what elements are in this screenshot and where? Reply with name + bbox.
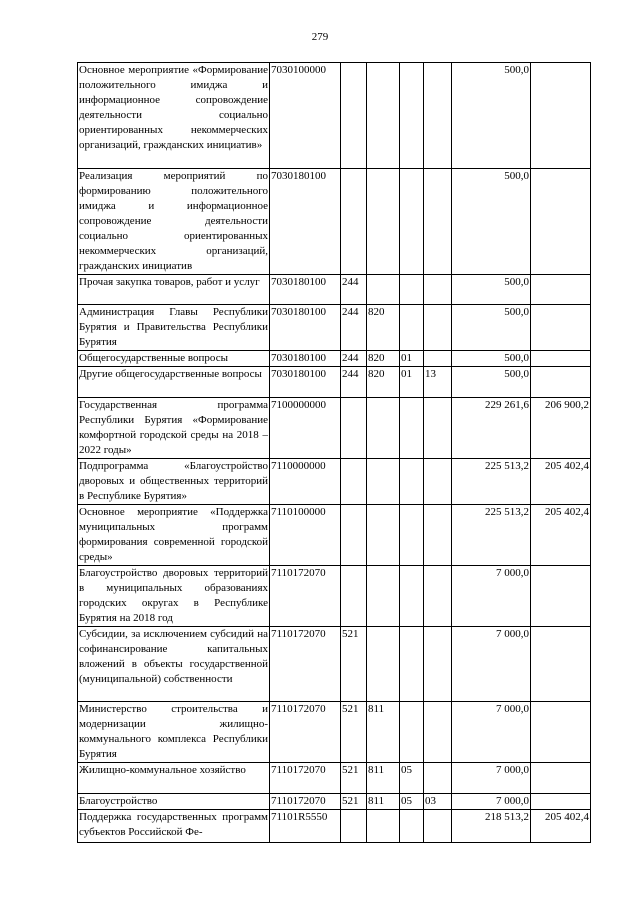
cell-amount-2019: 205 402,4 [531,505,591,566]
cell-name: Основное мероприятие «Поддержка муниципальных программ формирования современной городской среды» [78,505,270,566]
cell-name: Реализация мероприятий по формированию положительного имиджа и информационное сопровождение деятельности социально ориентированных некоммерческих организаций, гражданских инициатив [78,169,270,275]
cell-expense-type [341,398,367,459]
cell-ministry-code [367,505,400,566]
cell-name: Поддержка государственных программ субъектов Российской Фе- [78,810,270,843]
cell-name: Общегосударственные вопросы [78,351,270,367]
cell-target-code: 7030100000 [270,63,341,169]
table-row [78,702,591,763]
cell-amount-2019 [531,702,591,763]
cell-section [400,169,424,275]
cell-amount-2019 [531,794,591,810]
cell-subsection [424,63,452,169]
cell-subsection [424,398,452,459]
cell-expense-type [341,459,367,505]
cell-amount-2019 [531,566,591,627]
cell-amount-2018: 7 000,0 [452,794,531,810]
cell-subsection [424,763,452,794]
cell-target-code: 7110172070 [270,794,341,810]
cell-subsection [424,459,452,505]
cell-expense-type [341,169,367,275]
cell-subsection [424,351,452,367]
cell-target-code: 7110172070 [270,763,341,794]
cell-ministry-code: 820 [367,367,400,398]
cell-expense-type [341,505,367,566]
cell-ministry-code [367,566,400,627]
cell-amount-2018: 500,0 [452,351,531,367]
cell-ministry-code: 811 [367,794,400,810]
cell-amount-2018: 225 513,2 [452,505,531,566]
cell-amount-2019 [531,367,591,398]
cell-section [400,398,424,459]
cell-name: Подпрограмма «Благоустройство дворовых и общественных территорий в Республике Бурятия» [78,459,270,505]
cell-amount-2019: 205 402,4 [531,459,591,505]
cell-ministry-code [367,627,400,702]
cell-expense-type: 244 [341,367,367,398]
cell-subsection [424,169,452,275]
cell-amount-2019 [531,763,591,794]
cell-amount-2019 [531,275,591,305]
page-number: 279 [311,31,329,43]
cell-ministry-code: 820 [367,305,400,351]
table-row [78,275,591,305]
cell-ministry-code [367,459,400,505]
table-row [78,505,591,566]
cell-amount-2019: 205 402,4 [531,810,591,843]
cell-amount-2018: 500,0 [452,169,531,275]
cell-amount-2019 [531,627,591,702]
cell-name: Министерство строительства и модернизации жилищно-коммунального комплекса Республики Бурятия [78,702,270,763]
cell-subsection [424,566,452,627]
cell-amount-2018: 7 000,0 [452,566,531,627]
cell-ministry-code: 811 [367,702,400,763]
cell-target-code: 7030180100 [270,169,341,275]
cell-section [400,459,424,505]
cell-subsection [424,505,452,566]
cell-amount-2019 [531,305,591,351]
cell-subsection [424,305,452,351]
cell-amount-2019 [531,169,591,275]
cell-section: 05 [400,794,424,810]
cell-amount-2019 [531,351,591,367]
cell-amount-2018: 225 513,2 [452,459,531,505]
cell-target-code: 7030180100 [270,275,341,305]
cell-name: Прочая закупка товаров, работ и услуг [78,275,270,305]
cell-amount-2018: 218 513,2 [452,810,531,843]
cell-ministry-code [367,810,400,843]
cell-ministry-code [367,398,400,459]
cell-amount-2018: 500,0 [452,367,531,398]
table-row [78,398,591,459]
cell-section [400,810,424,843]
cell-name: Администрация Главы Республики Бурятия и Правительства Республики Бурятия [78,305,270,351]
table-row [78,794,591,810]
cell-ministry-code: 820 [367,351,400,367]
cell-target-code: 7100000000 [270,398,341,459]
cell-section: 01 [400,351,424,367]
cell-target-code: 7030180100 [270,367,341,398]
table-row [78,305,591,351]
cell-expense-type: 244 [341,275,367,305]
cell-amount-2018: 7 000,0 [452,702,531,763]
table-row [78,351,591,367]
cell-section [400,627,424,702]
cell-expense-type [341,63,367,169]
cell-name: Государственная программа Республики Бурятия «Формирование комфортной городской среды на 2018 – 2022 годы» [78,398,270,459]
cell-target-code: 7110100000 [270,505,341,566]
table-row [78,566,591,627]
cell-section: 01 [400,367,424,398]
cell-target-code: 7110000000 [270,459,341,505]
cell-ministry-code: 811 [367,763,400,794]
cell-target-code: 7110172070 [270,566,341,627]
cell-target-code: 7110172070 [270,627,341,702]
cell-expense-type: 521 [341,627,367,702]
cell-amount-2018: 229 261,6 [452,398,531,459]
cell-name: Другие общегосударственные вопросы [78,367,270,398]
cell-target-code: 7030180100 [270,305,341,351]
cell-section [400,702,424,763]
cell-subsection [424,810,452,843]
budget-table [77,62,591,843]
cell-section [400,63,424,169]
cell-expense-type: 521 [341,794,367,810]
cell-amount-2018: 7 000,0 [452,763,531,794]
cell-section [400,275,424,305]
cell-expense-type: 244 [341,305,367,351]
cell-subsection: 13 [424,367,452,398]
table-row [78,810,591,843]
cell-section [400,305,424,351]
cell-section [400,566,424,627]
cell-name: Субсидии, за исключением субсидий на софинансирование капитальных вложений в объекты государственной (муниципальной) собственности [78,627,270,702]
cell-name: Жилищно-коммунальное хозяйство [78,763,270,794]
cell-target-code: 7110172070 [270,702,341,763]
table-row [78,627,591,702]
cell-amount-2019: 206 900,2 [531,398,591,459]
cell-name: Основное мероприятие «Формирование положительного имиджа и информационное сопровождение деятельности социально ориентированных некоммерческих организаций, гражданских инициатив» [78,63,270,169]
cell-name: Благоустройство дворовых территорий в муниципальных образованиях городских округах в Республике Бурятия на 2018 год [78,566,270,627]
cell-expense-type: 521 [341,763,367,794]
cell-amount-2018: 500,0 [452,275,531,305]
table-row [78,763,591,794]
cell-ministry-code [367,63,400,169]
table-row [78,367,591,398]
cell-target-code: 7030180100 [270,351,341,367]
cell-amount-2019 [531,63,591,169]
cell-amount-2018: 7 000,0 [452,627,531,702]
cell-amount-2018: 500,0 [452,305,531,351]
cell-ministry-code [367,169,400,275]
cell-expense-type: 521 [341,702,367,763]
cell-expense-type [341,566,367,627]
cell-section [400,505,424,566]
table-row [78,63,591,169]
cell-subsection: 03 [424,794,452,810]
cell-expense-type [341,810,367,843]
cell-expense-type: 244 [341,351,367,367]
cell-subsection [424,275,452,305]
cell-subsection [424,702,452,763]
cell-name: Благоустройство [78,794,270,810]
table-row [78,169,591,275]
cell-target-code: 71101R5550 [270,810,341,843]
table-row [78,459,591,505]
cell-subsection [424,627,452,702]
cell-section: 05 [400,763,424,794]
cell-amount-2018: 500,0 [452,63,531,169]
cell-ministry-code [367,275,400,305]
